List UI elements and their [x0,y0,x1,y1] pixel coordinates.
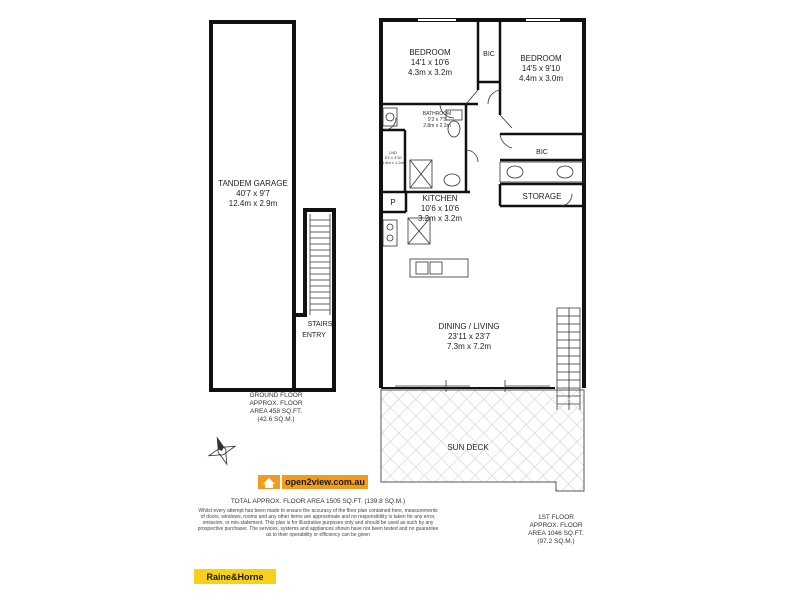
svg-text:omission, or mis-statement. Th: omission, or mis-statement. This plan is for illustrative purposes only and should be used as such by any [202,520,434,526]
ldy-metric: 1.6m x 1.2m [381,160,405,165]
living-metric: 7.3m x 7.2m [446,342,492,351]
bedroom1-imperial: 14'1 x 10'6 [410,58,450,67]
svg-text:as to their operability or eff: as to their operability or efficiency can be given [266,532,370,538]
bic-right-label: BIC [536,149,548,156]
svg-text:AREA 1046 SQ.FT.: AREA 1046 SQ.FT. [528,530,584,537]
kitchen-imperial: 10'6 x 10'6 [420,204,460,213]
bedroom2-name: BEDROOM [520,54,562,63]
ldy-name: LND [388,150,398,155]
total-area: TOTAL APPROX. FLOOR AREA 1505 SQ.FT. (139.8 SQ.M.) [230,498,406,505]
raine-horne-logo [194,569,276,584]
storage-label: STORAGE [522,192,562,201]
sun-deck [381,390,584,491]
bic-top-label: BIC [483,51,495,58]
first-floor [381,20,584,410]
svg-text:prospective purchaser. The ser: prospective purchaser. The services, systems and appliances shown have not been tested and no guarantee [197,526,439,532]
bedroom1-metric: 4.3m x 3.2m [407,68,453,77]
ground-stairs [310,214,330,315]
kitchen-name: KITCHEN [422,194,458,203]
living-imperial: 23'11 x 23'7 [447,332,491,341]
brand-name: Raine&Horne [206,572,264,582]
garage [211,22,294,390]
svg-text:Whilst every attempt has been: Whilst every attempt has been made to ensure the accuracy of the floor plan contained here, measurements [198,508,438,514]
svg-text:AREA 458 SQ.FT.: AREA 458 SQ.FT. [249,408,303,415]
svg-text:GROUND FLOOR: GROUND FLOOR [249,392,303,399]
ldy-imperial: 5'2 x 3'10 [384,155,402,160]
pantry-label: P [390,198,396,207]
compass-icon [204,433,240,469]
stairs-label: STAIRS [307,321,333,328]
bathroom-imperial: 9'2 x 7'5 [427,117,447,123]
first-floor-area [528,514,584,545]
bedroom2-metric: 4.4m x 3.0m [518,74,564,83]
ground-floor-area [249,392,302,423]
svg-text:of doors, windows, rooms and a: of doors, windows, rooms and any other items are approximate and no responsibility is taken for any error, [200,514,436,520]
svg-text:1ST FLOOR: 1ST FLOOR [537,514,575,521]
open2view-text: open2view.com.au [285,477,365,487]
sundeck-label: SUN DECK [447,443,489,452]
kitchen-metric: 3.2m x 3.2m [417,214,463,223]
svg-text:(42.6 SQ.M.): (42.6 SQ.M.) [257,416,295,423]
entry-stairs [294,210,334,390]
bathroom-metric: 2.8m x 2.3m [423,123,451,129]
garage-imperial: 40'7 x 9'7 [236,189,270,198]
living-name: DINING / LIVING [438,322,500,331]
bedroom2-imperial: 14'5 x 9'10 [521,64,561,73]
disclaimer [198,508,439,538]
garage-metric: 12.4m x 2.9m [228,199,278,208]
bathroom-name: BATHROOM [422,111,452,117]
svg-text:(97.2 SQ.M.): (97.2 SQ.M.) [537,538,575,545]
open2view-logo [258,475,368,489]
bedroom1-name: BEDROOM [409,48,451,57]
entry-label: ENTRY [302,332,326,339]
svg-text:APPROX. FLOOR: APPROX. FLOOR [249,400,303,407]
svg-text:APPROX. FLOOR: APPROX. FLOOR [529,522,583,529]
garage-name: TANDEM GARAGE [218,179,288,188]
